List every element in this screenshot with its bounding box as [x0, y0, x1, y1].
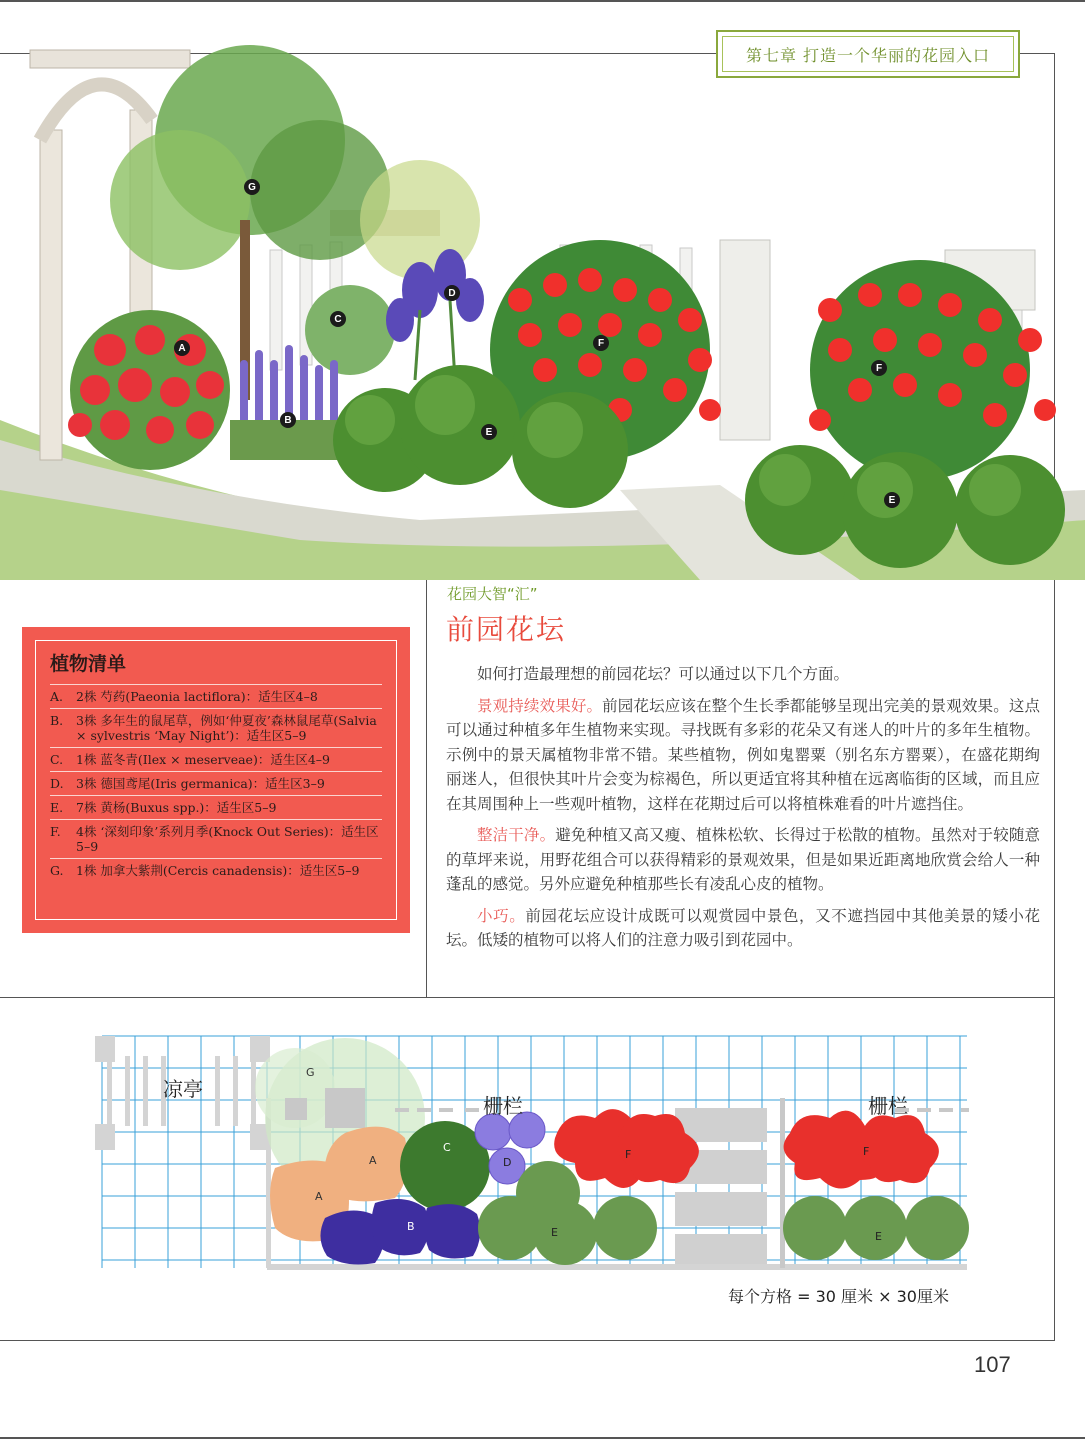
plant-text: 1株 蓝冬青(Ilex × meserveae)：适生区4–9: [76, 752, 330, 767]
plant-letter: F.: [50, 824, 61, 839]
planting-plan: [95, 1028, 975, 1278]
paragraph-2-lead: 整洁干净。: [477, 826, 556, 844]
article-kicker: 花园大智“汇”: [447, 585, 538, 603]
article-intro: 如何打造最理想的前园花坛？可以通过以下几个方面。: [477, 665, 850, 683]
marker-b: B: [280, 412, 296, 428]
plant-item-e: [50, 795, 382, 819]
plant-letter: G.: [50, 863, 64, 878]
plant-letter: C.: [50, 752, 64, 767]
plan-letter-g: G: [306, 1066, 315, 1079]
marker-f2: F: [871, 360, 887, 376]
plant-list-title: 植物清单: [50, 653, 127, 675]
article-paragraph-3: [446, 904, 1040, 953]
plan-rule: [0, 997, 1055, 998]
plan-fence-label-2: 栅栏: [868, 1094, 908, 1118]
paragraph-3-lead: 小巧。: [477, 906, 526, 925]
garden-illustration: [0, 20, 1085, 580]
plant-list: [22, 627, 410, 933]
article-paragraph-2: [446, 823, 1040, 897]
plant-text: 3株 德国鸢尾(Iris germanica)：适生区3–9: [76, 776, 325, 791]
plant-item-f: [50, 819, 382, 858]
marker-d: D: [444, 285, 460, 301]
marker-c: C: [330, 311, 346, 327]
paragraph-1-lead: 景观持续效果好。: [477, 696, 603, 715]
plant-letter: B.: [50, 713, 64, 728]
paragraph-1-body: 前园花坛应该在整个生长季都能够呈现出完美的景观效果。这点可以通过种植多年生植物来实现。寻找既有多彩的花朵又有迷人的叶片的多年生植物。示例中的景天属植物非常不错。某些植物，例如鬼罂粟（别名东方罂粟），在盛花期绚丽迷人，但很快其叶片会变为棕褐色，所以更适宜将其种植在远离临街的区域，而且应在其周围种上一些观叶植物，这样在花期过后可以将植株难看的叶片遮挡住。: [446, 696, 1040, 813]
plan-letter-e1: E: [551, 1226, 558, 1239]
column-divider: [426, 570, 427, 998]
plan-letter-f2: F: [863, 1145, 870, 1158]
plant-list-frame: [35, 640, 397, 920]
plan-fence-label-1: 栅栏: [483, 1094, 523, 1118]
top-border: [0, 0, 1085, 2]
marker-e2: E: [884, 492, 900, 508]
marker-e1: E: [481, 424, 497, 440]
plant-item-a: [50, 684, 382, 708]
marker-g: G: [244, 179, 260, 195]
plant-text: 1株 加拿大紫荆(Cercis canadensis)：适生区5–9: [76, 863, 360, 878]
plan-letter-e2: E: [875, 1230, 882, 1243]
plan-gazebo-label: 凉亭: [163, 1077, 203, 1101]
plan-diagram: [95, 1028, 975, 1278]
marker-f1: F: [593, 335, 609, 351]
plan-letter-b: B: [407, 1220, 415, 1233]
plant-item-c: [50, 747, 382, 771]
marker-a: A: [174, 340, 190, 356]
plant-item-g: [50, 858, 382, 882]
plant-text: 4株 ‘深刻印象’系列月季(Knock Out Series)：适生区5–9: [76, 824, 379, 854]
garden-painting: [0, 20, 1085, 580]
page-bottom-border: [0, 1437, 1085, 1439]
plant-letter: E.: [50, 800, 64, 815]
plan-caption: 每个方格 = 30 厘米 × 30厘米: [728, 1287, 949, 1306]
paragraph-2-body: 避免种植又高又瘦、植株松软、长得过于松散的植物。虽然对于较随意的草坪来说，用野花组合可以获得精彩的景观效果，但是如果近距离地欣赏会给人一种蓬乱的感觉。另外应避免种植那些长有凌乱心皮的植物。: [446, 826, 1040, 893]
article-body: [446, 662, 1040, 960]
plant-text: 2株 芍药(Paeonia lactiflora)：适生区4–8: [76, 689, 318, 704]
plant-text: 7株 黄杨(Buxus spp.)：适生区5–9: [76, 800, 277, 815]
plan-letter-c: C: [443, 1141, 451, 1154]
page-number: 107: [974, 1352, 1011, 1377]
paragraph-3-body: 前园花坛应设计成既可以观赏园中景色，又不遮挡园中其他美景的矮小花坛。低矮的植物可以将人们的注意力吸引到花园中。: [446, 906, 1040, 949]
article-paragraph-1: [446, 694, 1040, 817]
plan-letter-a2: A: [315, 1190, 323, 1203]
plan-letter-d: D: [503, 1156, 512, 1169]
bottom-rule: [0, 1340, 1055, 1341]
plan-letter-f1: F: [625, 1148, 632, 1161]
plan-letter-a1: A: [369, 1154, 377, 1167]
plant-text: 3株 多年生的鼠尾草，例如‘仲夏夜’森林鼠尾草(Salvia × sylvestris ‘May Night’)：适生区5–9: [76, 713, 377, 743]
plant-letter: A.: [50, 689, 64, 704]
plant-letter: D.: [50, 776, 64, 791]
chapter-title: 第七章 打造一个华丽的花园入口: [745, 45, 991, 65]
plant-item-d: [50, 771, 382, 795]
article-title: 前园花坛: [446, 613, 567, 646]
plant-item-b: [50, 708, 382, 747]
